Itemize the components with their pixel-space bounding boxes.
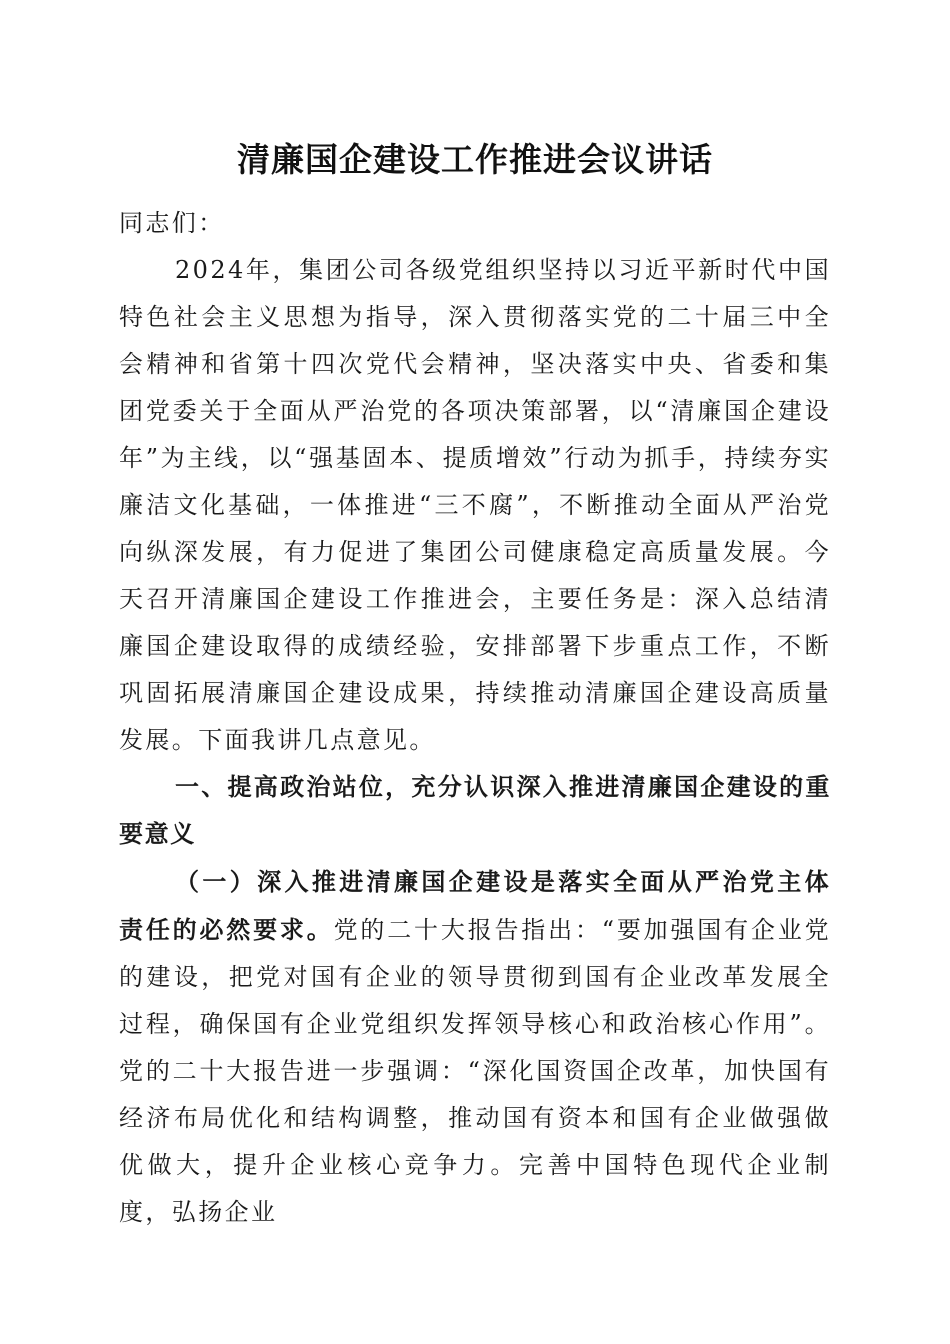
subsection-body-1: 党的二十大报告指出：“要加强国有企业党的建设，把党对国有企业的领导贯彻到国有企业改革发展全过程，确保国有企业党组织发挥领导核心和政治核心作用”。党的二十大报告进一步强调：“深化国资国企改革，加快国有经济布局优化和结构调整，推动国有资本和国有企业做强做优做大，提升企业核心竞争力。完善中国特色现代企业制度，弘扬企业 [119,916,831,1226]
subsection-heading-1: （一）深入推进清廉国企建设是落实全面从严治党主体责任的必然要求。 [119,867,831,944]
salutation: 同志们： [119,209,225,237]
intro-paragraph: 2024年，集团公司各级党组织坚持以习近平新时代中国特色社会主义思想为指导，深入贯彻落实党的二十届三中全会精神和省第十四次党代会精神，坚决落实中央、省委和集团党委关于全面从严治党的各项决策部署，以“清廉国企建设年”为主线，以“强基固本、提质增效”行动为抓手，持续夯实廉洁文化基础，一体推进“三不腐”，不断推动全面从严治党向纵深发展，有力促进了集团公司健康稳定高质量发展。今天召开清廉国企建设工作推进会，主要任务是：深入总结清廉国企建设取得的成绩经验，安排部署下步重点工作，不断巩固拓展清廉国企建设成果，持续推动清廉国企建设高质量发展。下面我讲几点意见。 [119,256,831,754]
document-body [119,200,831,1236]
subsection-paragraph-1 [119,858,831,1236]
document-title: 清廉国企建设工作推进会议讲话 [237,140,713,179]
section-heading-1: 一、提高政治站位，充分认识深入推进清廉国企建设的重要意义 [119,773,831,848]
